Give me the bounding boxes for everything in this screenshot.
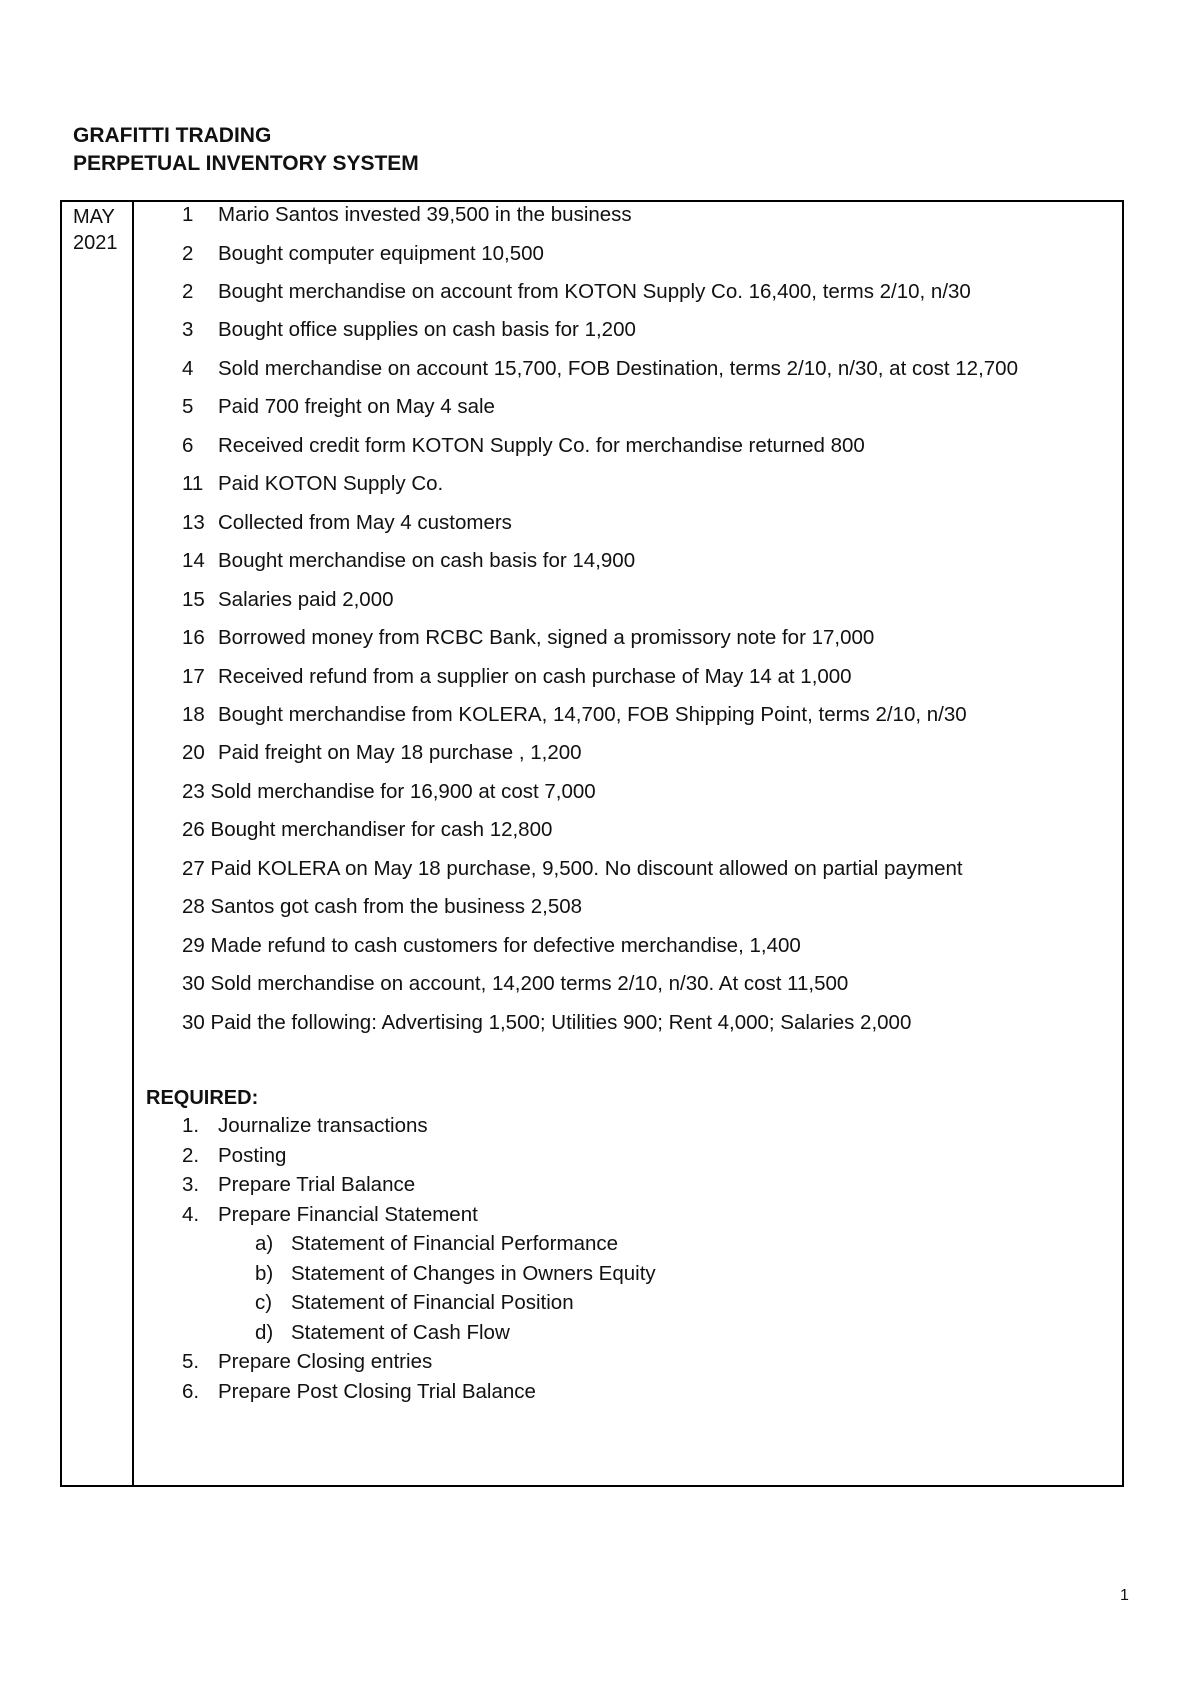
transaction-day: 14 — [182, 549, 205, 572]
required-item-text: Statement of Changes in Owners Equity — [291, 1262, 656, 1285]
transaction-text: Bought merchandiser for cash 12,800 — [210, 818, 553, 841]
transaction-row — [182, 280, 971, 304]
transaction-day: 3 — [182, 318, 194, 341]
transaction-text: Sold merchandise on account 15,700, FOB Destination, terms 2/10, n/30, at cost 12,700 — [218, 357, 1018, 380]
required-subitem — [255, 1291, 574, 1315]
required-item-text: Prepare Financial Statement — [218, 1203, 478, 1226]
system-title: PERPETUAL INVENTORY SYSTEM — [73, 152, 419, 175]
transaction-row — [182, 703, 967, 727]
required-item-num: 1. — [182, 1114, 200, 1137]
required-item-num: b) — [255, 1262, 274, 1285]
transaction-row — [182, 203, 632, 227]
company-title: GRAFITTI TRADING — [73, 124, 272, 147]
required-item-num: 2. — [182, 1144, 200, 1167]
transaction-day: 29 — [182, 934, 205, 957]
period-cell — [73, 204, 118, 256]
transaction-row — [182, 934, 801, 958]
required-item — [182, 1350, 432, 1374]
required-item-num: 3. — [182, 1173, 200, 1196]
required-item — [182, 1203, 478, 1227]
transaction-day: 30 — [182, 972, 205, 995]
transaction-row — [182, 549, 635, 573]
transaction-day: 16 — [182, 626, 205, 649]
required-item — [182, 1173, 415, 1197]
required-item-text: Prepare Closing entries — [218, 1350, 433, 1373]
transaction-row — [182, 741, 582, 765]
required-item-text: Statement of Financial Position — [291, 1291, 574, 1314]
transaction-day: 18 — [182, 703, 205, 726]
transaction-row — [182, 626, 874, 650]
transaction-row — [182, 395, 495, 419]
transaction-row — [182, 895, 582, 919]
transaction-text: Paid KOLERA on May 18 purchase, 9,500. No discount allowed on partial payment — [210, 857, 963, 880]
transaction-day: 6 — [182, 434, 194, 457]
transaction-day: 27 — [182, 857, 205, 880]
required-item-text: Prepare Post Closing Trial Balance — [218, 1380, 536, 1403]
transaction-row — [182, 472, 443, 496]
transaction-day: 13 — [182, 511, 205, 534]
required-item-num: a) — [255, 1232, 274, 1255]
transaction-day: 11 — [182, 472, 204, 495]
transaction-text: Sold merchandise for 16,900 at cost 7,000 — [210, 780, 596, 803]
required-heading: REQUIRED: — [146, 1087, 259, 1109]
transaction-day: 28 — [182, 895, 205, 918]
required-item-text: Posting — [218, 1144, 287, 1167]
required-item-text: Prepare Trial Balance — [218, 1173, 416, 1196]
transaction-text: Santos got cash from the business 2,508 — [210, 895, 583, 918]
transaction-text: Paid the following: Advertising 1,500; Utilities 900; Rent 4,000; Salaries 2,000 — [210, 1011, 912, 1034]
transaction-text: Sold merchandise on account, 14,200 terms 2/10, n/30. At cost 11,500 — [210, 972, 849, 995]
transaction-day: 30 — [182, 1011, 205, 1034]
transaction-text: Bought office supplies on cash basis for 1,200 — [218, 318, 636, 341]
transaction-row — [182, 818, 552, 842]
transaction-text: Received credit form KOTON Supply Co. for merchandise returned 800 — [218, 434, 865, 457]
required-item — [182, 1144, 286, 1168]
transaction-row — [182, 780, 596, 804]
transaction-text: Bought computer equipment 10,500 — [218, 242, 544, 265]
required-item — [182, 1380, 536, 1404]
required-subitem — [255, 1232, 618, 1256]
period-year: 2021 — [73, 232, 118, 254]
transaction-text: Bought merchandise from KOLERA, 14,700, FOB Shipping Point, terms 2/10, n/30 — [218, 703, 967, 726]
required-item-num: 4. — [182, 1203, 200, 1226]
transaction-day: 5 — [182, 395, 194, 418]
transaction-row — [182, 511, 512, 535]
transaction-day: 15 — [182, 588, 205, 611]
transaction-text: Received refund from a supplier on cash purchase of May 14 at 1,000 — [218, 665, 852, 688]
transaction-row — [182, 972, 848, 996]
required-item — [182, 1114, 428, 1138]
transaction-text: Bought merchandise on cash basis for 14,900 — [218, 549, 636, 572]
period-month: MAY — [73, 206, 115, 228]
transaction-text: Salaries paid 2,000 — [218, 588, 394, 611]
transaction-row — [182, 434, 865, 458]
required-item-num: 6. — [182, 1380, 200, 1403]
transaction-row — [182, 1011, 911, 1035]
required-item-text: Statement of Financial Performance — [291, 1232, 619, 1255]
column-divider — [132, 200, 134, 1487]
required-item-num: d) — [255, 1321, 274, 1344]
transaction-text: Paid freight on May 18 purchase , 1,200 — [218, 741, 582, 764]
transaction-row — [182, 318, 636, 342]
page-number: 1 — [1120, 1587, 1129, 1604]
required-item-num: c) — [255, 1291, 273, 1314]
required-item-text: Statement of Cash Flow — [291, 1321, 510, 1344]
required-item-text: Journalize transactions — [218, 1114, 428, 1137]
transaction-row — [182, 242, 544, 266]
transaction-day: 4 — [182, 357, 194, 380]
transactions-table — [60, 200, 1124, 1487]
transaction-text: Paid KOTON Supply Co. — [218, 472, 444, 495]
transaction-text: Paid 700 freight on May 4 sale — [218, 395, 495, 418]
required-subitem — [255, 1321, 510, 1345]
transaction-day: 2 — [182, 242, 194, 265]
transaction-text: Borrowed money from RCBC Bank, signed a promissory note for 17,000 — [218, 626, 875, 649]
transaction-day: 23 — [182, 780, 205, 803]
transaction-row — [182, 357, 1018, 381]
transaction-day: 2 — [182, 280, 194, 303]
transaction-text: Mario Santos invested 39,500 in the business — [218, 203, 632, 226]
transaction-row — [182, 588, 394, 612]
transaction-day: 17 — [182, 665, 205, 688]
transaction-row — [182, 665, 852, 689]
transaction-day: 26 — [182, 818, 205, 841]
transaction-day: 20 — [182, 741, 205, 764]
transaction-row — [182, 857, 963, 881]
required-subitem — [255, 1262, 656, 1286]
transaction-text: Bought merchandise on account from KOTON Supply Co. 16,400, terms 2/10, n/30 — [218, 280, 971, 303]
transaction-text: Made refund to cash customers for defective merchandise, 1,400 — [210, 934, 801, 957]
transaction-day: 1 — [182, 203, 194, 226]
transaction-text: Collected from May 4 customers — [218, 511, 512, 534]
required-item-num: 5. — [182, 1350, 200, 1373]
